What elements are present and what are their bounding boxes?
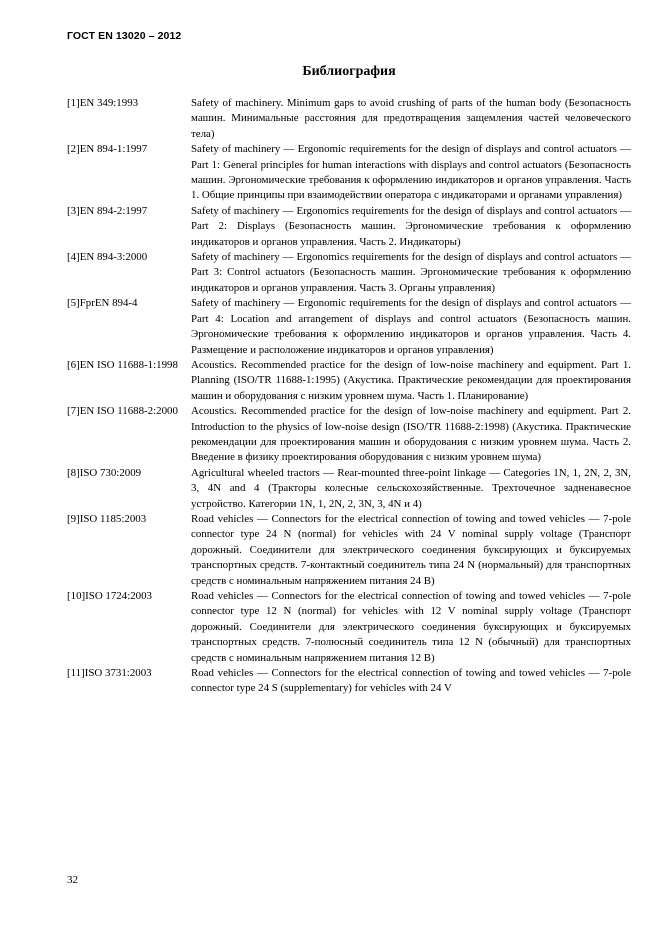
bibliography-list	[67, 96, 631, 697]
entry-description: Safety of machinery. Minimum gaps to avoid crushing of parts of the human body (Безопасность машин. Минимальные расстояния для предотвращения защемления частей человеческого тела)	[191, 97, 631, 140]
page-number: 32	[67, 874, 78, 886]
entry-reference: [2]EN 894-1:1997	[67, 143, 148, 156]
bibliography-entry-4	[67, 250, 631, 296]
entry-reference: [5]FprEN 894-4	[67, 297, 138, 310]
entry-reference: [6]EN ISO 11688-1:1998	[67, 358, 178, 371]
bibliography-entry-9	[67, 512, 631, 589]
bibliography-entry-5	[67, 296, 631, 358]
entry-reference: [11]ISO 3731:2003	[67, 667, 152, 680]
entry-description: Safety of machinery — Ergonomics requirements for the design of displays and control actuators — Part 2: Displays (Безопасность машин. Эргономические требования к оформлению индикаторов и органов управления. Часть 2. Индикаторы)	[191, 204, 631, 248]
entry-description: Agricultural wheeled tractors — Rear-mounted three-point linkage — Categories 1N, 1, 2N, 2, 3N, 3, 4N and 4 (Тракторы колесные сельскохозяйственные. Трехточечное задненавесное устройство. Категории 1N, 1, 2N, 2, 3N, 3, 4N и 4)	[191, 466, 631, 510]
page-header: ГОСТ EN 13020 – 2012	[67, 30, 182, 42]
entry-description: Acoustics. Recommended practice for the design of low-noise machinery and equipment. Part 2. Introduction to the physics of low-noise design (ISO/TR 11688-2:1998) (Акустика. Практические рекомендации для проектирования машин и оборудования с низким уровнем шума. Часть 2. Введение в физику проектирования оборудования с низким уровнем шума)	[191, 405, 631, 464]
bibliography-entry-8	[67, 466, 631, 512]
bibliography-entry-1	[67, 96, 631, 142]
bibliography-entry-7	[67, 404, 631, 466]
entry-description: Acoustics. Recommended practice for the design of low-noise machinery and equipment. Part 1. Planning (ISO/TR 11688-1:1995) (Акустика. Практические рекомендации для проектирования машин и оборудования с низким уровнем шума. Часть 1. Планирование)	[191, 358, 631, 402]
bibliography-entry-2	[67, 142, 631, 204]
entry-description: Road vehicles — Connectors for the electrical connection of towing and towed vehicles — 7-pole connector type 24 N (normal) for vehicles with 24 V nominal supply voltage (Транспорт дорожный. Соединители для электрического соединения буксирующих и буксируемых транспортных средств. 7-контактный соединитель типа 24 N (нормальный) для транспортных средств с номинальным напряжением питания 24 В)	[191, 512, 631, 587]
bibliography-entry-3	[67, 204, 631, 250]
entry-description: Road vehicles — Connectors for the electrical connection of towing and towed vehicles — 7-pole connector type 12 N (normal) for vehicles with 12 V nominal supply voltage (Транспорт дорожный. Соединители для электрического соединения буксирующих и буксируемых транспортных средств. 7-полюсный соединитель типа 12 N (обычный) для транспортных средств с номинальным напряжением питания 12 В)	[191, 590, 631, 664]
entry-description: Road vehicles — Connectors for the electrical connection of towing and towed vehicles — 7-pole connector type 24 S (supplementary) for vehicles with 24 V	[191, 667, 631, 695]
entry-reference: [9]ISO 1185:2003	[67, 512, 147, 525]
entry-description: Safety of machinery — Ergonomics requirements for the design of displays and control actuators — Part 3: Control actuators (Безопасность машин. Эргономические требования к оформлению индикаторов и органов управления. Часть 3. Органы управления)	[191, 251, 631, 294]
entry-description: Safety of machinery — Ergonomic requirements for the design of displays and control actuators — Part 4: Location and arrangement of displays and control actuators (Безопасность машин. Эргономические требования к оформлению индикаторов и органов управления. Часть 4. Размещение и расположение индикаторов и органов управления)	[191, 297, 631, 356]
entry-reference: [8]ISO 730:2009	[67, 466, 142, 479]
entry-reference: [4]EN 894-3:2000	[67, 251, 148, 264]
bibliography-entry-6	[67, 358, 631, 404]
entry-description: Safety of machinery — Ergonomic requirements for the design of displays and control actuators — Part 1: General principles for human interactions with displays and control actuators (Безопасность машин. Эргономические требования к оформлению индикаторов и органов управления. Часть 1. Общие принципы при взаимодействии оператора с индикаторами и органами управления)	[191, 143, 631, 202]
bibliography-entry-11	[67, 666, 631, 697]
entry-reference: [7]EN ISO 11688-2:2000	[67, 405, 178, 418]
bibliography-title: Библиография	[302, 64, 396, 79]
bibliography-entry-10	[67, 589, 631, 666]
entry-reference: [10]ISO 1724:2003	[67, 590, 153, 602]
entry-reference: [3]EN 894-2:1997	[67, 204, 148, 217]
entry-reference: [1]EN 349:1993	[67, 97, 139, 109]
